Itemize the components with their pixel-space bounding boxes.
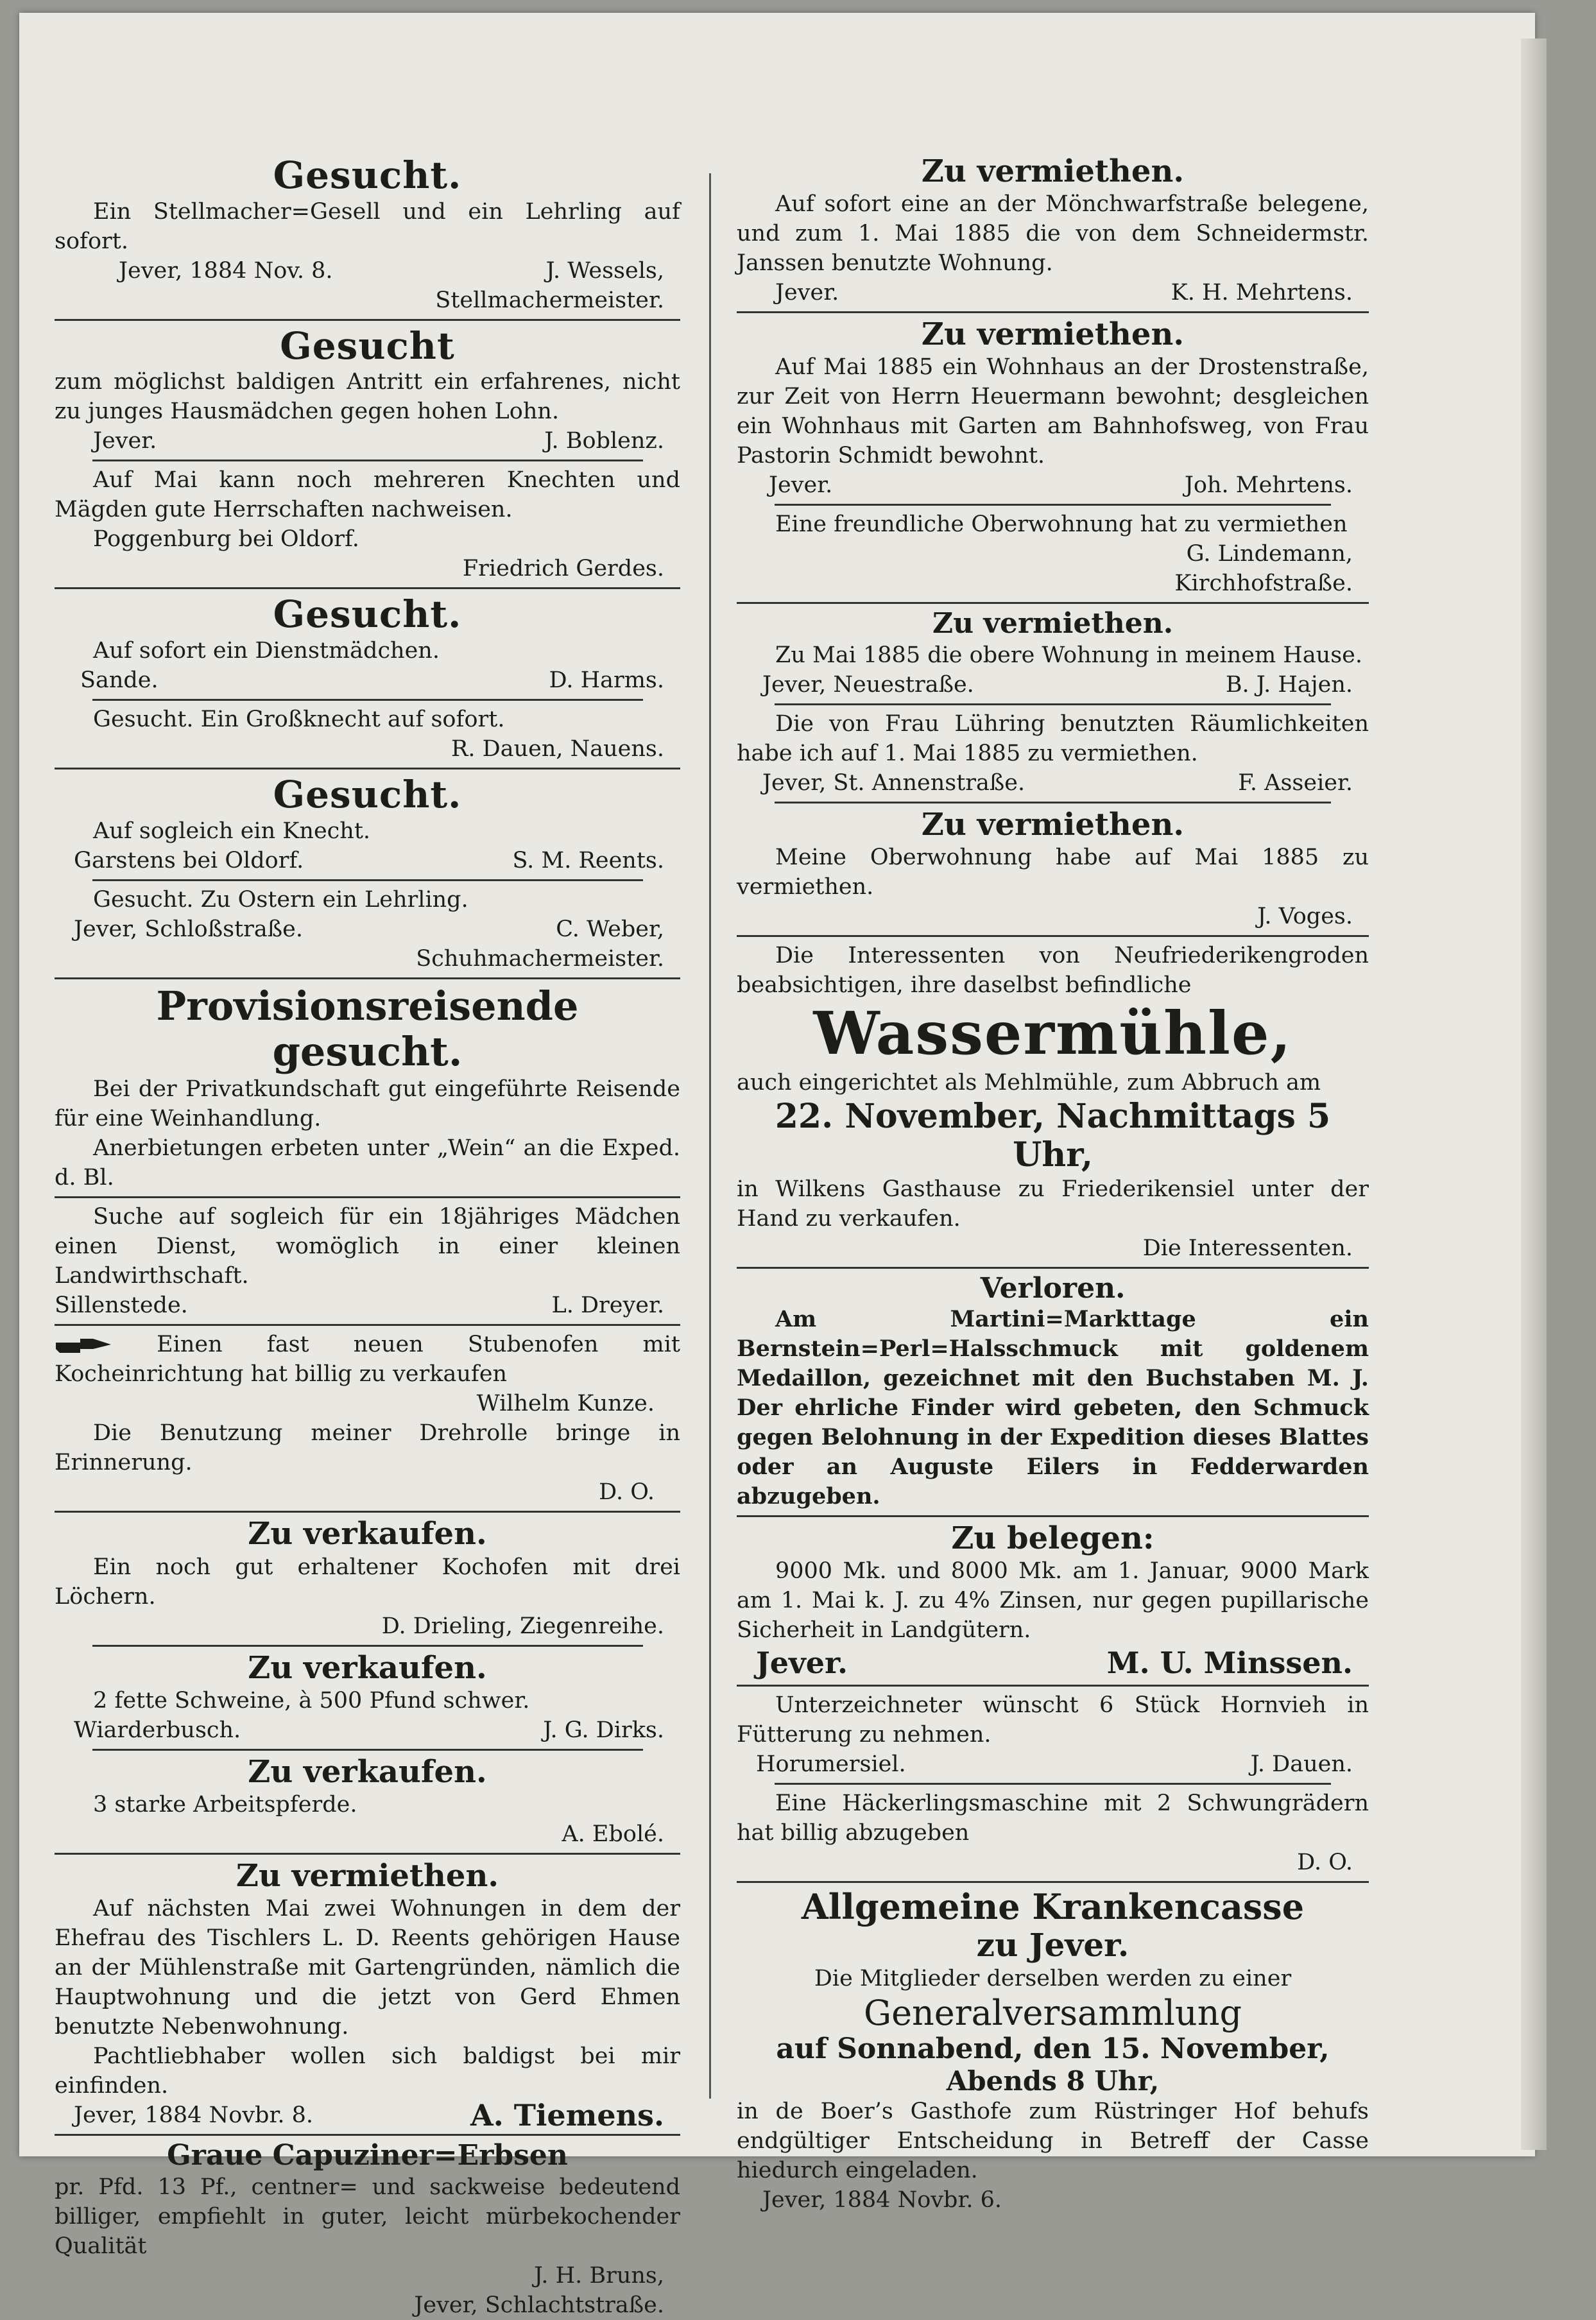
ad-place: Poggenburg bei Oldorf. (93, 526, 359, 553)
separator (92, 460, 643, 461)
ad-gesucht-hausmaedchen (55, 325, 680, 456)
ad-text: Auf Mai kann noch mehreren Knechten und Mägden gute Herrschaften nachweisen. (55, 467, 680, 523)
separator (737, 311, 1369, 313)
ad-signature: S. M. Reents. (512, 847, 664, 873)
ad-signature: D. Drieling, Ziegenreihe. (381, 1613, 664, 1639)
ad-signature: B. J. Hajen. (1225, 671, 1353, 698)
ad-text: Eine freundliche Oberwohnung hat zu vermiethen (775, 511, 1348, 538)
ad-place: Jever. (756, 1645, 848, 1681)
separator (55, 587, 680, 589)
ad-text: 3 starke Arbeitspferde. (93, 1791, 357, 1817)
separator (737, 602, 1369, 604)
ad-schweine (55, 1651, 680, 1745)
ad-text: Gesucht. Zu Ostern ein Lehrling. (93, 886, 468, 913)
ad-heading: Zu vermiethen. (921, 316, 1185, 353)
ad-place: Jever, Neuestraße. (762, 671, 974, 698)
separator (55, 1853, 680, 1855)
ad-heading: Verloren. (980, 1271, 1126, 1305)
ad-capuziner-erbsen (55, 2140, 680, 2320)
ad-text: Die Benutzung meiner Drehrolle bringe in Erinnerung. (55, 1420, 680, 1476)
ad-place: Jever, Schloßstraße. (74, 916, 303, 942)
separator (737, 1267, 1369, 1269)
column-rule (709, 173, 711, 2099)
separator (775, 1783, 1331, 1785)
ad-knechte-maegde (55, 465, 680, 583)
ad-place-date: Jever, 1884 Novbr. 8. (74, 2102, 313, 2129)
ad-text: Auf Mai 1885 ein Wohnhaus an der Drostenstraße, zur Zeit von Herrn Heuermann bewohnt; desgleichen ein Wohnhaus mit Garten am Bahnhofsweg, von Frau Pastorin Schmidt bewohnt. (737, 354, 1369, 469)
ad-heading: Graue Capuziner=Erbsen (167, 2139, 568, 2172)
ad-text: Pachtliebhaber wollen sich baldigst bei mir einfinden. (55, 2043, 680, 2099)
ad-heading-large: Generalversammlung (863, 1992, 1242, 2033)
ad-text: pr. Pfd. 13 Pf., centner= und sackweise bedeutend billiger, empfiehlt in guter, leicht mürbekochender Qualität (55, 2174, 680, 2259)
ad-signature: Die Interessenten. (1142, 1235, 1353, 1261)
ad-signature: C. Weber, (556, 916, 664, 942)
ad-text: Ein Stellmacher=Gesell und ein Lehrling auf sofort. (55, 198, 680, 254)
ad-signature: Wilhelm Kunze. (476, 1391, 655, 1417)
ad-signature: L. Dreyer. (551, 1293, 664, 1319)
ad-heading: Gesucht. (273, 153, 462, 197)
ad-kochofen (55, 1517, 680, 1640)
separator (775, 802, 1331, 803)
separator (737, 1515, 1369, 1517)
ad-heading: Zu belegen: (951, 1520, 1154, 1557)
ad-text: Eine Häckerlingsmaschine mit 2 Schwungrädern hat billig abzugeben (737, 1791, 1369, 1846)
ad-signature: F. Asseier. (1238, 769, 1353, 796)
ad-vermiethen-voges (737, 807, 1369, 931)
ad-text: Auf sogleich ein Knecht. (93, 818, 371, 844)
separator (737, 935, 1369, 937)
ad-place: Sande. (80, 667, 159, 694)
ad-place: Jever. (775, 280, 839, 306)
ad-signature: A. Ebolé. (562, 1821, 664, 1847)
separator (775, 504, 1331, 506)
ad-text: Meine Oberwohnung habe auf Mai 1885 zu vermiethen. (737, 845, 1369, 900)
ad-signature: J. Dauen. (1250, 1751, 1353, 1778)
ad-signature: J. Boblenz. (544, 428, 664, 454)
ad-subheading: zu Jever. (976, 1926, 1129, 1964)
ad-place: Horumersiel. (756, 1751, 906, 1778)
ad-signature: Joh. Mehrtens. (1184, 472, 1353, 499)
separator (775, 703, 1331, 705)
ad-oberwohnung-lindemann (737, 510, 1369, 598)
ad-signature: D. O. (1297, 1850, 1353, 1876)
pointing-hand-icon (55, 1336, 112, 1355)
ad-verloren (737, 1273, 1369, 1512)
ad-gesucht-stellmacher (55, 154, 680, 315)
ad-signature: J. H. Bruns, (534, 2262, 664, 2289)
ad-text: Am Martini=Markttage ein Bernstein=Perl=Halsschmuck mit goldenem Medaillon, gezeichnet mit den Buchstaben M. J. Der ehrliche Finder wird gebeten, den Schmuck gegen Belohnung in der Expedition dieses Blattes oder an Auguste Eilers in Fedderwarden abzugeben. (737, 1306, 1369, 1510)
ad-heading: Provisionsreisende gesucht. (156, 982, 579, 1076)
ad-gesucht-knecht (55, 773, 680, 875)
ad-vermiethen-drostenstrasse (737, 317, 1369, 500)
ad-place: Wiarderbusch. (74, 1717, 241, 1743)
ad-raeumlichkeiten (737, 709, 1369, 798)
ad-text: Bei der Privatkundschaft gut eingeführte Reisende für eine Weinhandlung. (55, 1076, 680, 1132)
separator (55, 2134, 680, 2136)
ad-vermiethen-moenchwarf (737, 154, 1369, 307)
ad-place: Garstens bei Oldorf. (74, 847, 304, 873)
separator (55, 1196, 680, 1198)
ad-heading: Gesucht. (273, 592, 462, 637)
ad-wohnungen-muehlenstrasse (55, 1857, 680, 2133)
ad-provisionsreisende (55, 983, 680, 1193)
ad-stubenofen (55, 1330, 680, 1418)
separator (737, 1685, 1369, 1687)
ad-heading: Zu verkaufen. (248, 1753, 487, 1790)
ad-text: Zu Mai 1885 die obere Wohnung in meinem Hause. (775, 642, 1363, 668)
ad-hornvieh (737, 1690, 1369, 1779)
ad-heading: Gesucht. (273, 773, 462, 817)
ad-text: Unterzeichneter wünscht 6 Stück Hornvieh in Fütterung zu nehmen. (737, 1692, 1369, 1748)
ad-dienst-gesucht (55, 1202, 680, 1320)
ad-text: Auf sofort ein Dienstmädchen. (93, 638, 440, 664)
ad-text: Gesucht. Ein Großknecht auf sofort. (93, 707, 505, 733)
ad-heading: Zu vermiethen. (921, 153, 1185, 189)
separator (55, 1324, 680, 1326)
ad-place: Jever. (93, 428, 157, 454)
ad-place: Jever, St. Annenstraße. (762, 769, 1025, 796)
ad-signature: R. Dauen, Nauens. (451, 736, 664, 762)
separator (92, 879, 643, 881)
ad-heading: Allgemeine Krankencasse (801, 1886, 1305, 1928)
ad-address: Jever, Schlachtstraße. (414, 2292, 664, 2318)
ad-role: Schuhmachermeister. (416, 945, 664, 972)
ad-place-date: Jever, 1884 Nov. 8. (119, 257, 333, 284)
ad-text: auch eingerichtet als Mehlmühle, zum Abbruch am (737, 1069, 1321, 1096)
ad-text: Auf nächsten Mai zwei Wohnungen in dem der Ehefrau des Tischlers L. D. Reents gehörigen Hause an der Mühlenstraße mit Gartengründen, nämlich die Hauptwohnung und die jetzt von Gerd Ehmen benutzte Nebenwohnung. (55, 1896, 680, 2040)
ad-haeckerlingsmaschine (737, 1789, 1369, 1877)
ad-place-date: Jever, 1884 Novbr. 6. (762, 2187, 1002, 2213)
ad-signature: M. U. Minssen. (1106, 1645, 1353, 1681)
ad-signature: D. Harms. (549, 667, 664, 694)
ad-signature: J. Voges. (1257, 904, 1353, 930)
ad-text: Suche auf sogleich für ein 18jähriges Mädchen einen Dienst, womöglich in einer kleinen Landwirthschaft. (55, 1204, 680, 1289)
ad-signature: D. O. (599, 1479, 655, 1506)
separator (92, 1749, 643, 1751)
separator (737, 1881, 1369, 1883)
ad-heading: Zu vermiethen. (921, 806, 1185, 843)
ad-krankencasse (737, 1887, 1369, 2215)
ad-date: auf Sonnabend, den 15. November, (776, 2032, 1330, 2066)
ad-time: Abends 8 Uhr, (946, 2065, 1160, 2097)
ad-heading: Gesucht (280, 323, 455, 368)
ad-zu-belegen (737, 1521, 1369, 1681)
ad-heading: Zu verkaufen. (248, 1649, 487, 1686)
ad-text: Auf sofort eine an der Mönchwarfstraße belegene, und zum 1. Mai 1885 die von dem Schneidermstr. Janssen benutzte Wohnung. (737, 191, 1369, 277)
ad-text: Die Interessenten von Neufriederikengroden beabsichtigen, ihre daselbst befindliche (737, 943, 1369, 999)
ad-text: 9000 Mk. und 8000 Mk. am 1. Januar, 9000 Mark am 1. Mai k. J. zu 4% Zinsen, nur gegen pupillarische Sicherheit in Landgütern. (737, 1558, 1369, 1644)
ad-wassermuehle (737, 941, 1369, 1262)
separator (55, 768, 680, 769)
ad-date: 22. November, Nachmittags 5 Uhr, (775, 1096, 1331, 1174)
ad-role: Stellmachermeister. (435, 287, 664, 313)
ad-heading: Zu vermiethen. (932, 607, 1174, 640)
ad-text: Die von Frau Lühring benutzten Räumlichkeiten habe ich auf 1. Mai 1885 zu vermiethen. (737, 710, 1369, 766)
ad-signature: Friedrich Gerdes. (462, 556, 664, 582)
ad-text: Einen fast neuen Stubenofen mit Kocheinrichtung hat billig zu verkaufen (55, 1332, 680, 1388)
separator (92, 699, 643, 701)
ad-signature: A. Tiemens. (470, 2098, 664, 2133)
ad-address: Kirchhofstraße. (1174, 571, 1353, 597)
separator (55, 1511, 680, 1513)
ad-text: 2 fette Schweine, à 500 Pfund schwer. (93, 1687, 530, 1714)
separator (55, 977, 680, 979)
ad-signature: J. G. Dirks. (543, 1717, 664, 1743)
ad-drehrolle (55, 1418, 680, 1507)
ad-gesucht-dienstmaedchen (55, 593, 680, 695)
ad-text: in Wilkens Gasthause zu Friederikensiel unter der Hand zu verkaufen. (737, 1176, 1369, 1232)
ad-signature: G. Lindemann, (1186, 541, 1353, 567)
left-column (55, 154, 680, 2320)
ad-text: Die Mitglieder derselben werden zu einer (814, 1965, 1292, 1991)
separator (55, 319, 680, 321)
ad-place: Sillenstede. (55, 1293, 188, 1319)
ad-text: Anerbietungen erbeten unter „Wein“ an die Exped. d. Bl. (55, 1135, 680, 1191)
ad-lehrling (55, 885, 680, 974)
separator (92, 1645, 643, 1647)
ad-signature: J. Wessels, (545, 257, 664, 284)
ad-text: in de Boer’s Gasthofe zum Rüstringer Hof behufs endgültiger Entscheidung in Betreff der Casse hiedurch eingeladen. (737, 2098, 1369, 2183)
ad-heading-large: Wassermühle, (813, 999, 1292, 1069)
right-column (737, 154, 1369, 2215)
ad-place: Jever. (769, 472, 833, 499)
ad-signature: K. H. Mehrtens. (1171, 280, 1353, 306)
ad-grossknecht (55, 705, 680, 764)
ad-vermiethen-hajen (737, 608, 1369, 700)
ad-text: Ein noch gut erhaltener Kochofen mit drei Löchern. (55, 1554, 680, 1610)
ad-text: zum möglichst baldigen Antritt ein erfahrenes, nicht zu junges Hausmädchen gegen hohen Lohn. (55, 369, 680, 425)
page-edge (1521, 39, 1547, 2150)
ad-heading: Zu vermiethen. (236, 1857, 499, 1894)
ad-heading: Zu verkaufen. (248, 1516, 487, 1552)
ad-arbeitspferde (55, 1755, 680, 1849)
